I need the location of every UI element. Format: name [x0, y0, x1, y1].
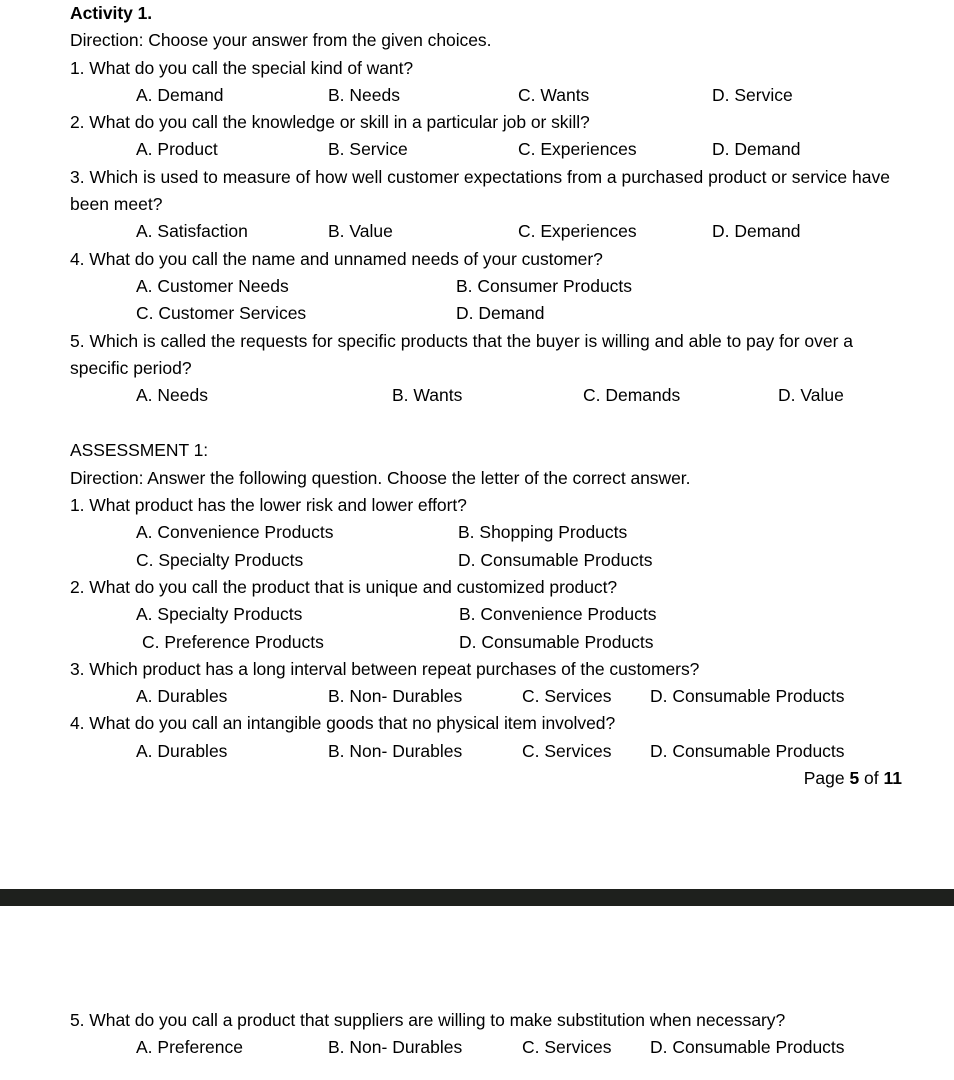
choice-c[interactable]: C. Services — [522, 740, 612, 761]
activity-question-1-prompt: 1. What do you call the special kind of want? — [70, 57, 414, 78]
choice-a[interactable]: A. Customer Needs — [136, 275, 289, 296]
choice-d[interactable]: D. Value — [778, 385, 844, 406]
choice-d[interactable]: D. Consumable Products — [650, 740, 845, 761]
page-break-divider — [0, 889, 954, 906]
assessment-question-3-choices — [70, 683, 916, 710]
next-page-question-5-prompt: 5. What do you call a product that suppliers are willing to make substitution when necessary? — [70, 1010, 786, 1030]
assessment-question-2-prompt: 2. What do you call the product that is unique and customized product? — [70, 576, 618, 597]
choice-a[interactable]: A. Preference — [136, 1037, 243, 1058]
page-content-lower — [70, 1007, 916, 1062]
choice-b[interactable]: B. Value — [328, 221, 393, 242]
choice-c[interactable]: C. Experiences — [518, 139, 637, 160]
choice-a[interactable]: A. Durables — [136, 740, 228, 761]
choice-b[interactable]: B. Non- Durables — [328, 1037, 463, 1058]
page-total: 11 — [883, 768, 902, 789]
choice-d[interactable]: D. Consumable Products — [458, 549, 653, 570]
page-content-upper — [70, 0, 916, 792]
choice-d[interactable]: D. Demand — [712, 139, 801, 160]
assessment-question-3-prompt: 3. Which product has a long interval between repeat purchases of the customers? — [70, 658, 700, 679]
choice-c[interactable]: C. Wants — [518, 84, 590, 105]
choice-c[interactable]: C. Services — [522, 1037, 612, 1058]
choice-d[interactable]: D. Demand — [456, 303, 545, 324]
assessment-question-1-prompt: 1. What product has the lower risk and lower effort? — [70, 495, 467, 516]
choice-a[interactable]: A. Durables — [136, 686, 228, 707]
choice-c[interactable]: C. Demands — [583, 385, 681, 406]
assessment-question-2-choices-row2 — [70, 629, 916, 656]
choice-d[interactable]: D. Service — [712, 84, 793, 105]
assessment-direction: Direction: Answer the following question. Choose the letter of the correct answer. — [70, 467, 691, 488]
choice-c[interactable]: C. Customer Services — [136, 303, 307, 324]
activity-question-2-choices — [70, 136, 916, 163]
choice-c[interactable]: C. Services — [522, 686, 612, 707]
assessment-question-2-choices-row1 — [70, 601, 916, 628]
page-label-middle: of — [859, 768, 884, 789]
choice-a[interactable]: A. Needs — [136, 385, 208, 406]
choice-d[interactable]: D. Demand — [712, 221, 801, 242]
activity-direction: Direction: Choose your answer from the given choices. — [70, 30, 492, 51]
assessment-title: ASSESSMENT 1: — [70, 440, 209, 461]
choice-c[interactable]: C. Preference Products — [142, 631, 324, 652]
section-spacer — [70, 409, 916, 437]
choice-b[interactable]: B. Wants — [392, 385, 463, 406]
activity-question-3-choices — [70, 218, 916, 245]
activity-question-1-choices — [70, 82, 916, 109]
activity-question-5-prompt: 5. Which is called the requests for specific products that the buyer is willing and able to pay for over a specific period? — [70, 330, 854, 378]
next-page-question-5-choices — [70, 1034, 916, 1061]
choice-d[interactable]: D. Consumable Products — [650, 686, 845, 707]
choice-b[interactable]: B. Shopping Products — [458, 522, 628, 543]
choice-a[interactable]: A. Product — [136, 139, 218, 160]
activity-question-5-choices — [70, 382, 916, 409]
choice-b[interactable]: B. Convenience Products — [459, 604, 657, 625]
choice-a[interactable]: A. Demand — [136, 84, 224, 105]
activity-title: Activity 1. — [70, 3, 153, 23]
assessment-question-4-choices — [70, 738, 916, 765]
choice-b[interactable]: B. Needs — [328, 84, 400, 105]
page-label-prefix: Page — [803, 768, 850, 789]
choice-b[interactable]: B. Non- Durables — [328, 740, 463, 761]
page-number: 5 — [849, 768, 860, 789]
choice-a[interactable]: A. Satisfaction — [136, 221, 248, 242]
choice-d[interactable]: D. Consumable Products — [459, 631, 654, 652]
activity-question-2-prompt: 2. What do you call the knowledge or skill in a particular job or skill? — [70, 112, 590, 133]
activity-question-4-choices-row1 — [70, 273, 916, 300]
assessment-question-1-choices-row2 — [70, 547, 916, 574]
activity-question-4-prompt: 4. What do you call the name and unnamed needs of your customer? — [70, 248, 603, 269]
choice-d[interactable]: D. Consumable Products — [650, 1037, 845, 1058]
choice-c[interactable]: C. Experiences — [518, 221, 637, 242]
assessment-question-4-prompt: 4. What do you call an intangible goods that no physical item involved? — [70, 713, 616, 734]
activity-question-4-choices-row2 — [70, 300, 916, 327]
choice-b[interactable]: B. Consumer Products — [456, 275, 633, 296]
choice-a[interactable]: A. Specialty Products — [136, 604, 303, 625]
choice-b[interactable]: B. Service — [328, 139, 408, 160]
choice-b[interactable]: B. Non- Durables — [328, 686, 463, 707]
page-footer — [70, 765, 916, 792]
activity-question-3-prompt: 3. Which is used to measure of how well customer expectations from a purchased product or service have been meet? — [70, 166, 890, 215]
assessment-question-1-choices-row1 — [70, 519, 916, 546]
choice-c[interactable]: C. Specialty Products — [136, 549, 304, 570]
choice-a[interactable]: A. Convenience Products — [136, 522, 334, 543]
